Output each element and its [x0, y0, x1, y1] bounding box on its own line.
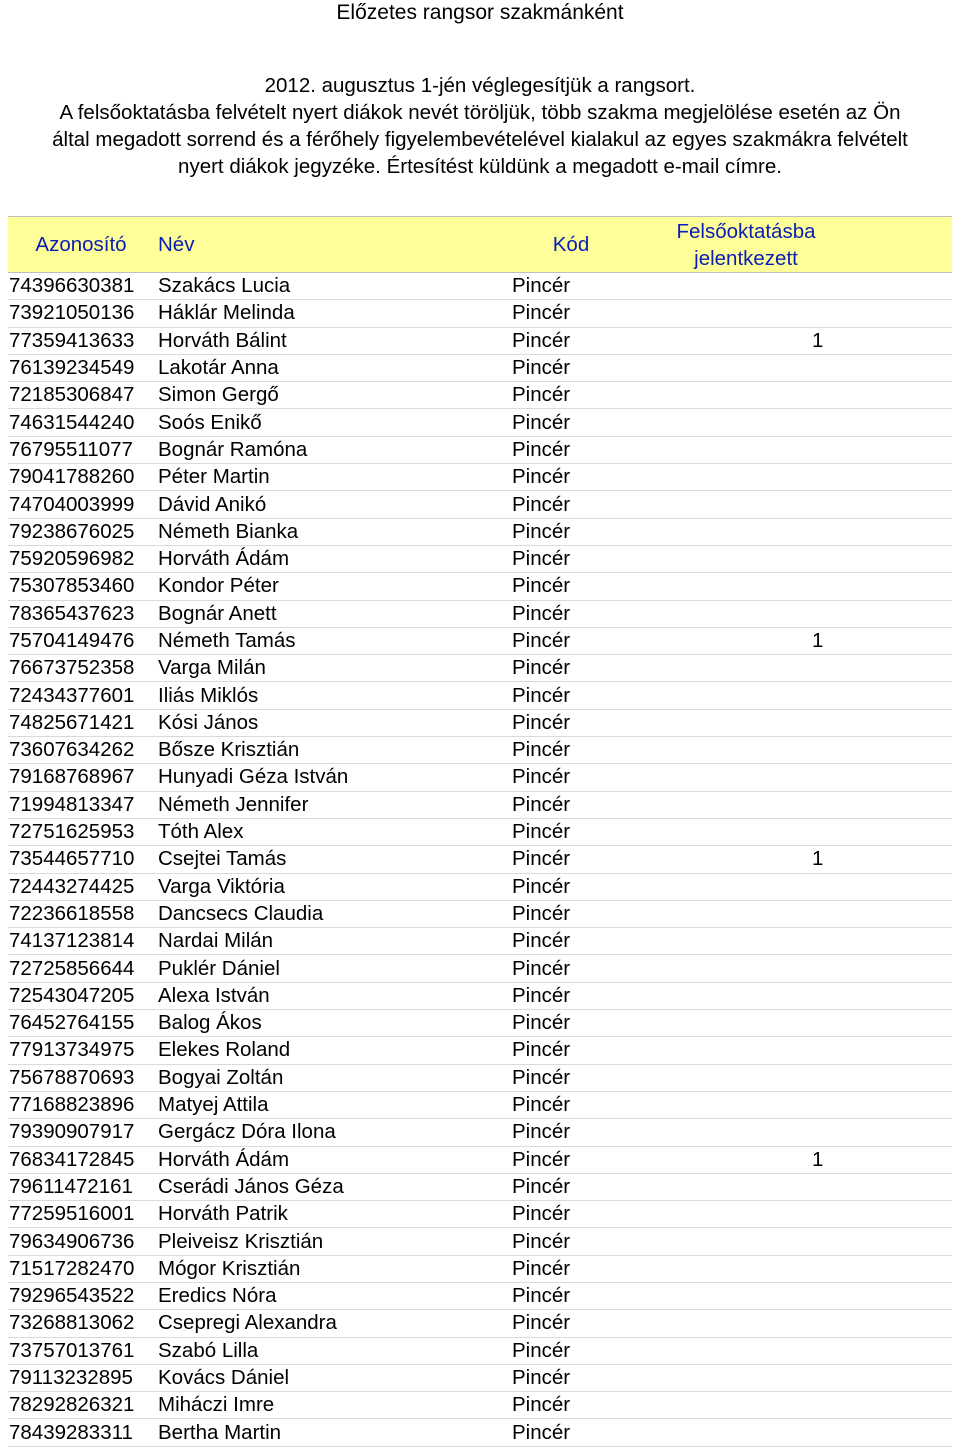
cell-id: 72543047205 — [8, 982, 154, 1009]
cell-code: Pincér — [506, 1392, 636, 1419]
cell-higher-ed-applied — [636, 928, 952, 955]
cell-code: Pincér — [506, 518, 636, 545]
cell-code: Pincér — [506, 464, 636, 491]
cell-higher-ed-applied — [636, 818, 952, 845]
cell-higher-ed-applied — [636, 1201, 952, 1228]
cell-higher-ed-applied — [636, 709, 952, 736]
cell-id: 73607634262 — [8, 737, 154, 764]
cell-name: Bősze Krisztián — [154, 737, 506, 764]
cell-name: Péter Martin — [154, 464, 506, 491]
cell-higher-ed-applied — [636, 545, 952, 572]
cell-id: 75307853460 — [8, 573, 154, 600]
cell-code: Pincér — [506, 409, 636, 436]
intro-text — [0, 72, 960, 180]
table-row — [8, 737, 952, 764]
table-row — [8, 1146, 952, 1173]
cell-name: Bogyai Zoltán — [154, 1064, 506, 1091]
table-row — [8, 491, 952, 518]
cell-name: Csepregi Alexandra — [154, 1310, 506, 1337]
cell-name: Elekes Roland — [154, 1037, 506, 1064]
cell-name: Gergácz Dóra Ilona — [154, 1119, 506, 1146]
cell-id: 76452764155 — [8, 1010, 154, 1037]
cell-id: 79296543522 — [8, 1282, 154, 1309]
cell-higher-ed-applied — [636, 436, 952, 463]
cell-id: 78365437623 — [8, 600, 154, 627]
cell-code: Pincér — [506, 1364, 636, 1391]
cell-higher-ed-applied — [636, 1119, 952, 1146]
cell-name: Pleiveisz Krisztián — [154, 1228, 506, 1255]
table-row — [8, 1282, 952, 1309]
cell-id: 79113232895 — [8, 1364, 154, 1391]
cell-higher-ed-applied — [636, 1419, 952, 1446]
column-header-code: Kód — [506, 217, 636, 273]
cell-name: Kósi János — [154, 709, 506, 736]
intro-line: 2012. augusztus 1-jén véglegesítjük a rangsort. — [264, 74, 696, 97]
cell-name: Kondor Péter — [154, 573, 506, 600]
cell-id: 74704003999 — [8, 491, 154, 518]
cell-name: Varga Milán — [154, 655, 506, 682]
table-row — [8, 764, 952, 791]
cell-name: Bognár Anett — [154, 600, 506, 627]
table-row — [8, 873, 952, 900]
cell-name: Háklár Melinda — [154, 300, 506, 327]
cell-name: Alexa István — [154, 982, 506, 1009]
table-row — [8, 518, 952, 545]
table-row — [8, 955, 952, 982]
cell-id: 75704149476 — [8, 627, 154, 654]
cell-code: Pincér — [506, 709, 636, 736]
cell-higher-ed-applied — [636, 1173, 952, 1200]
cell-higher-ed-applied — [636, 1392, 952, 1419]
table-row — [8, 1037, 952, 1064]
cell-higher-ed-applied — [636, 1255, 952, 1282]
table-row — [8, 900, 952, 927]
cell-id: 71994813347 — [8, 791, 154, 818]
table-row — [8, 545, 952, 572]
cell-code: Pincér — [506, 1282, 636, 1309]
table-row — [8, 1255, 952, 1282]
cell-id: 76139234549 — [8, 354, 154, 381]
cell-code: Pincér — [506, 1010, 636, 1037]
column-header-name: Név — [154, 217, 506, 273]
column-header-id: Azonosító — [8, 217, 154, 273]
table-row — [8, 327, 952, 354]
cell-higher-ed-applied — [636, 518, 952, 545]
cell-id: 74825671421 — [8, 709, 154, 736]
cell-id: 74396630381 — [8, 273, 154, 300]
cell-higher-ed-applied — [636, 1091, 952, 1118]
cell-higher-ed-applied — [636, 682, 952, 709]
cell-higher-ed-applied — [636, 655, 952, 682]
cell-name: Matyej Attila — [154, 1091, 506, 1118]
cell-higher-ed-applied — [636, 382, 952, 409]
table-row — [8, 1310, 952, 1337]
cell-code: Pincér — [506, 354, 636, 381]
table-row — [8, 409, 952, 436]
cell-id: 77259516001 — [8, 1201, 154, 1228]
cell-id: 71517282470 — [8, 1255, 154, 1282]
cell-id: 79041788260 — [8, 464, 154, 491]
cell-id: 78439283311 — [8, 1419, 154, 1446]
table-row — [8, 300, 952, 327]
cell-name: Németh Jennifer — [154, 791, 506, 818]
table-row — [8, 382, 952, 409]
cell-higher-ed-applied — [636, 955, 952, 982]
cell-higher-ed-applied: 1 — [636, 327, 952, 354]
cell-higher-ed-applied — [636, 300, 952, 327]
cell-code: Pincér — [506, 1146, 636, 1173]
cell-higher-ed-applied — [636, 1310, 952, 1337]
cell-id: 73757013761 — [8, 1337, 154, 1364]
cell-name: Varga Viktória — [154, 873, 506, 900]
cell-higher-ed-applied — [636, 1364, 952, 1391]
cell-name: Dancsecs Claudia — [154, 900, 506, 927]
cell-higher-ed-applied — [636, 354, 952, 381]
cell-id: 75920596982 — [8, 545, 154, 572]
cell-higher-ed-applied — [636, 409, 952, 436]
cell-name: Bertha Martin — [154, 1419, 506, 1446]
cell-id: 73921050136 — [8, 300, 154, 327]
table-row — [8, 928, 952, 955]
cell-name: Horváth Ádám — [154, 545, 506, 572]
cell-id: 76673752358 — [8, 655, 154, 682]
cell-id: 77359413633 — [8, 327, 154, 354]
cell-id: 72434377601 — [8, 682, 154, 709]
cell-higher-ed-applied — [636, 1037, 952, 1064]
cell-id: 72751625953 — [8, 818, 154, 845]
cell-code: Pincér — [506, 764, 636, 791]
cell-higher-ed-applied — [636, 900, 952, 927]
cell-name: Iliás Miklós — [154, 682, 506, 709]
table-row — [8, 655, 952, 682]
cell-id: 73544657710 — [8, 846, 154, 873]
table-row — [8, 354, 952, 381]
cell-id: 72185306847 — [8, 382, 154, 409]
table-row — [8, 1173, 952, 1200]
cell-code: Pincér — [506, 818, 636, 845]
table-row — [8, 846, 952, 873]
cell-code: Pincér — [506, 327, 636, 354]
cell-id: 79390907917 — [8, 1119, 154, 1146]
table-row — [8, 791, 952, 818]
cell-name: Nardai Milán — [154, 928, 506, 955]
table-row — [8, 600, 952, 627]
cell-name: Horváth Patrik — [154, 1201, 506, 1228]
cell-higher-ed-applied: 1 — [636, 846, 952, 873]
cell-higher-ed-applied — [636, 464, 952, 491]
cell-higher-ed-applied — [636, 1282, 952, 1309]
cell-code: Pincér — [506, 1228, 636, 1255]
cell-id: 76795511077 — [8, 436, 154, 463]
cell-name: Balog Ákos — [154, 1010, 506, 1037]
cell-code: Pincér — [506, 1337, 636, 1364]
cell-code: Pincér — [506, 1037, 636, 1064]
table-row — [8, 436, 952, 463]
cell-higher-ed-applied — [636, 873, 952, 900]
cell-name: Soós Enikő — [154, 409, 506, 436]
cell-higher-ed-applied — [636, 1337, 952, 1364]
cell-higher-ed-applied — [636, 1064, 952, 1091]
table-row — [8, 818, 952, 845]
cell-higher-ed-applied — [636, 1228, 952, 1255]
cell-name: Puklér Dániel — [154, 955, 506, 982]
cell-code: Pincér — [506, 900, 636, 927]
cell-name: Szakács Lucia — [154, 273, 506, 300]
table-body — [8, 273, 952, 1447]
cell-id: 77913734975 — [8, 1037, 154, 1064]
intro-line: által megadott sorrend és a férőhely figyelembevételével kialakul az egyes szakmákra felvételt — [52, 128, 908, 151]
cell-name: Bognár Ramóna — [154, 436, 506, 463]
cell-code: Pincér — [506, 655, 636, 682]
cell-name: Eredics Nóra — [154, 1282, 506, 1309]
page-title: Előzetes rangsor szakmánként — [336, 1, 624, 24]
cell-higher-ed-applied — [636, 1010, 952, 1037]
table-row — [8, 682, 952, 709]
table-row — [8, 709, 952, 736]
cell-code: Pincér — [506, 737, 636, 764]
cell-name: Lakotár Anna — [154, 354, 506, 381]
cell-code: Pincér — [506, 791, 636, 818]
cell-id: 78292826321 — [8, 1392, 154, 1419]
cell-id: 74631544240 — [8, 409, 154, 436]
cell-code: Pincér — [506, 1064, 636, 1091]
cell-code: Pincér — [506, 1255, 636, 1282]
cell-higher-ed-applied — [636, 600, 952, 627]
table-row — [8, 1392, 952, 1419]
cell-higher-ed-applied — [636, 982, 952, 1009]
cell-name: Dávid Anikó — [154, 491, 506, 518]
cell-higher-ed-applied — [636, 791, 952, 818]
cell-id: 72236618558 — [8, 900, 154, 927]
intro-line: nyert diákok jegyzéke. Értesítést küldünk a megadott e-mail címre. — [178, 155, 782, 178]
cell-code: Pincér — [506, 627, 636, 654]
ranking-table — [8, 216, 952, 1447]
table-row — [8, 1119, 952, 1146]
cell-code: Pincér — [506, 873, 636, 900]
cell-id: 76834172845 — [8, 1146, 154, 1173]
cell-name: Németh Tamás — [154, 627, 506, 654]
table-row — [8, 273, 952, 300]
cell-code: Pincér — [506, 600, 636, 627]
column-header-higher-ed-applied: Felsőoktatásba jelentkezett — [636, 217, 952, 273]
cell-code: Pincér — [506, 300, 636, 327]
cell-name: Tóth Alex — [154, 818, 506, 845]
cell-id: 72725856644 — [8, 955, 154, 982]
cell-code: Pincér — [506, 382, 636, 409]
table-row — [8, 1419, 952, 1446]
cell-code: Pincér — [506, 1091, 636, 1118]
cell-id: 79634906736 — [8, 1228, 154, 1255]
cell-higher-ed-applied — [636, 764, 952, 791]
cell-code: Pincér — [506, 846, 636, 873]
table-row — [8, 464, 952, 491]
cell-name: Miháczi Imre — [154, 1392, 506, 1419]
cell-code: Pincér — [506, 1419, 636, 1446]
cell-code: Pincér — [506, 955, 636, 982]
cell-code: Pincér — [506, 273, 636, 300]
cell-code: Pincér — [506, 982, 636, 1009]
cell-name: Csejtei Tamás — [154, 846, 506, 873]
table-row — [8, 1228, 952, 1255]
cell-name: Hunyadi Géza István — [154, 764, 506, 791]
cell-id: 73268813062 — [8, 1310, 154, 1337]
cell-id: 72443274425 — [8, 873, 154, 900]
cell-name: Cserádi János Géza — [154, 1173, 506, 1200]
cell-id: 74137123814 — [8, 928, 154, 955]
cell-name: Horváth Ádám — [154, 1146, 506, 1173]
cell-name: Horváth Bálint — [154, 327, 506, 354]
cell-code: Pincér — [506, 1119, 636, 1146]
cell-name: Kovács Dániel — [154, 1364, 506, 1391]
cell-name: Németh Bianka — [154, 518, 506, 545]
cell-code: Pincér — [506, 1173, 636, 1200]
cell-higher-ed-applied — [636, 737, 952, 764]
table-row — [8, 1337, 952, 1364]
table-row — [8, 573, 952, 600]
table-row — [8, 1064, 952, 1091]
table-row — [8, 1010, 952, 1037]
cell-higher-ed-applied — [636, 573, 952, 600]
cell-higher-ed-applied — [636, 491, 952, 518]
table-row — [8, 627, 952, 654]
intro-line: A felsőoktatásba felvételt nyert diákok nevét töröljük, több szakma megjelölése esetén az Ön — [59, 101, 901, 124]
cell-higher-ed-applied — [636, 273, 952, 300]
cell-higher-ed-applied: 1 — [636, 1146, 952, 1173]
cell-id: 79238676025 — [8, 518, 154, 545]
cell-higher-ed-applied: 1 — [636, 627, 952, 654]
cell-name: Mógor Krisztián — [154, 1255, 506, 1282]
table-row — [8, 1201, 952, 1228]
table-header-row — [8, 217, 952, 273]
cell-code: Pincér — [506, 1310, 636, 1337]
cell-name: Szabó Lilla — [154, 1337, 506, 1364]
cell-code: Pincér — [506, 491, 636, 518]
table-row — [8, 1364, 952, 1391]
cell-id: 79611472161 — [8, 1173, 154, 1200]
cell-id: 79168768967 — [8, 764, 154, 791]
cell-name: Simon Gergő — [154, 382, 506, 409]
cell-code: Pincér — [506, 1201, 636, 1228]
cell-code: Pincér — [506, 573, 636, 600]
cell-id: 75678870693 — [8, 1064, 154, 1091]
table-row — [8, 1091, 952, 1118]
cell-code: Pincér — [506, 436, 636, 463]
cell-id: 77168823896 — [8, 1091, 154, 1118]
table-row — [8, 982, 952, 1009]
cell-code: Pincér — [506, 682, 636, 709]
cell-code: Pincér — [506, 545, 636, 572]
cell-code: Pincér — [506, 928, 636, 955]
